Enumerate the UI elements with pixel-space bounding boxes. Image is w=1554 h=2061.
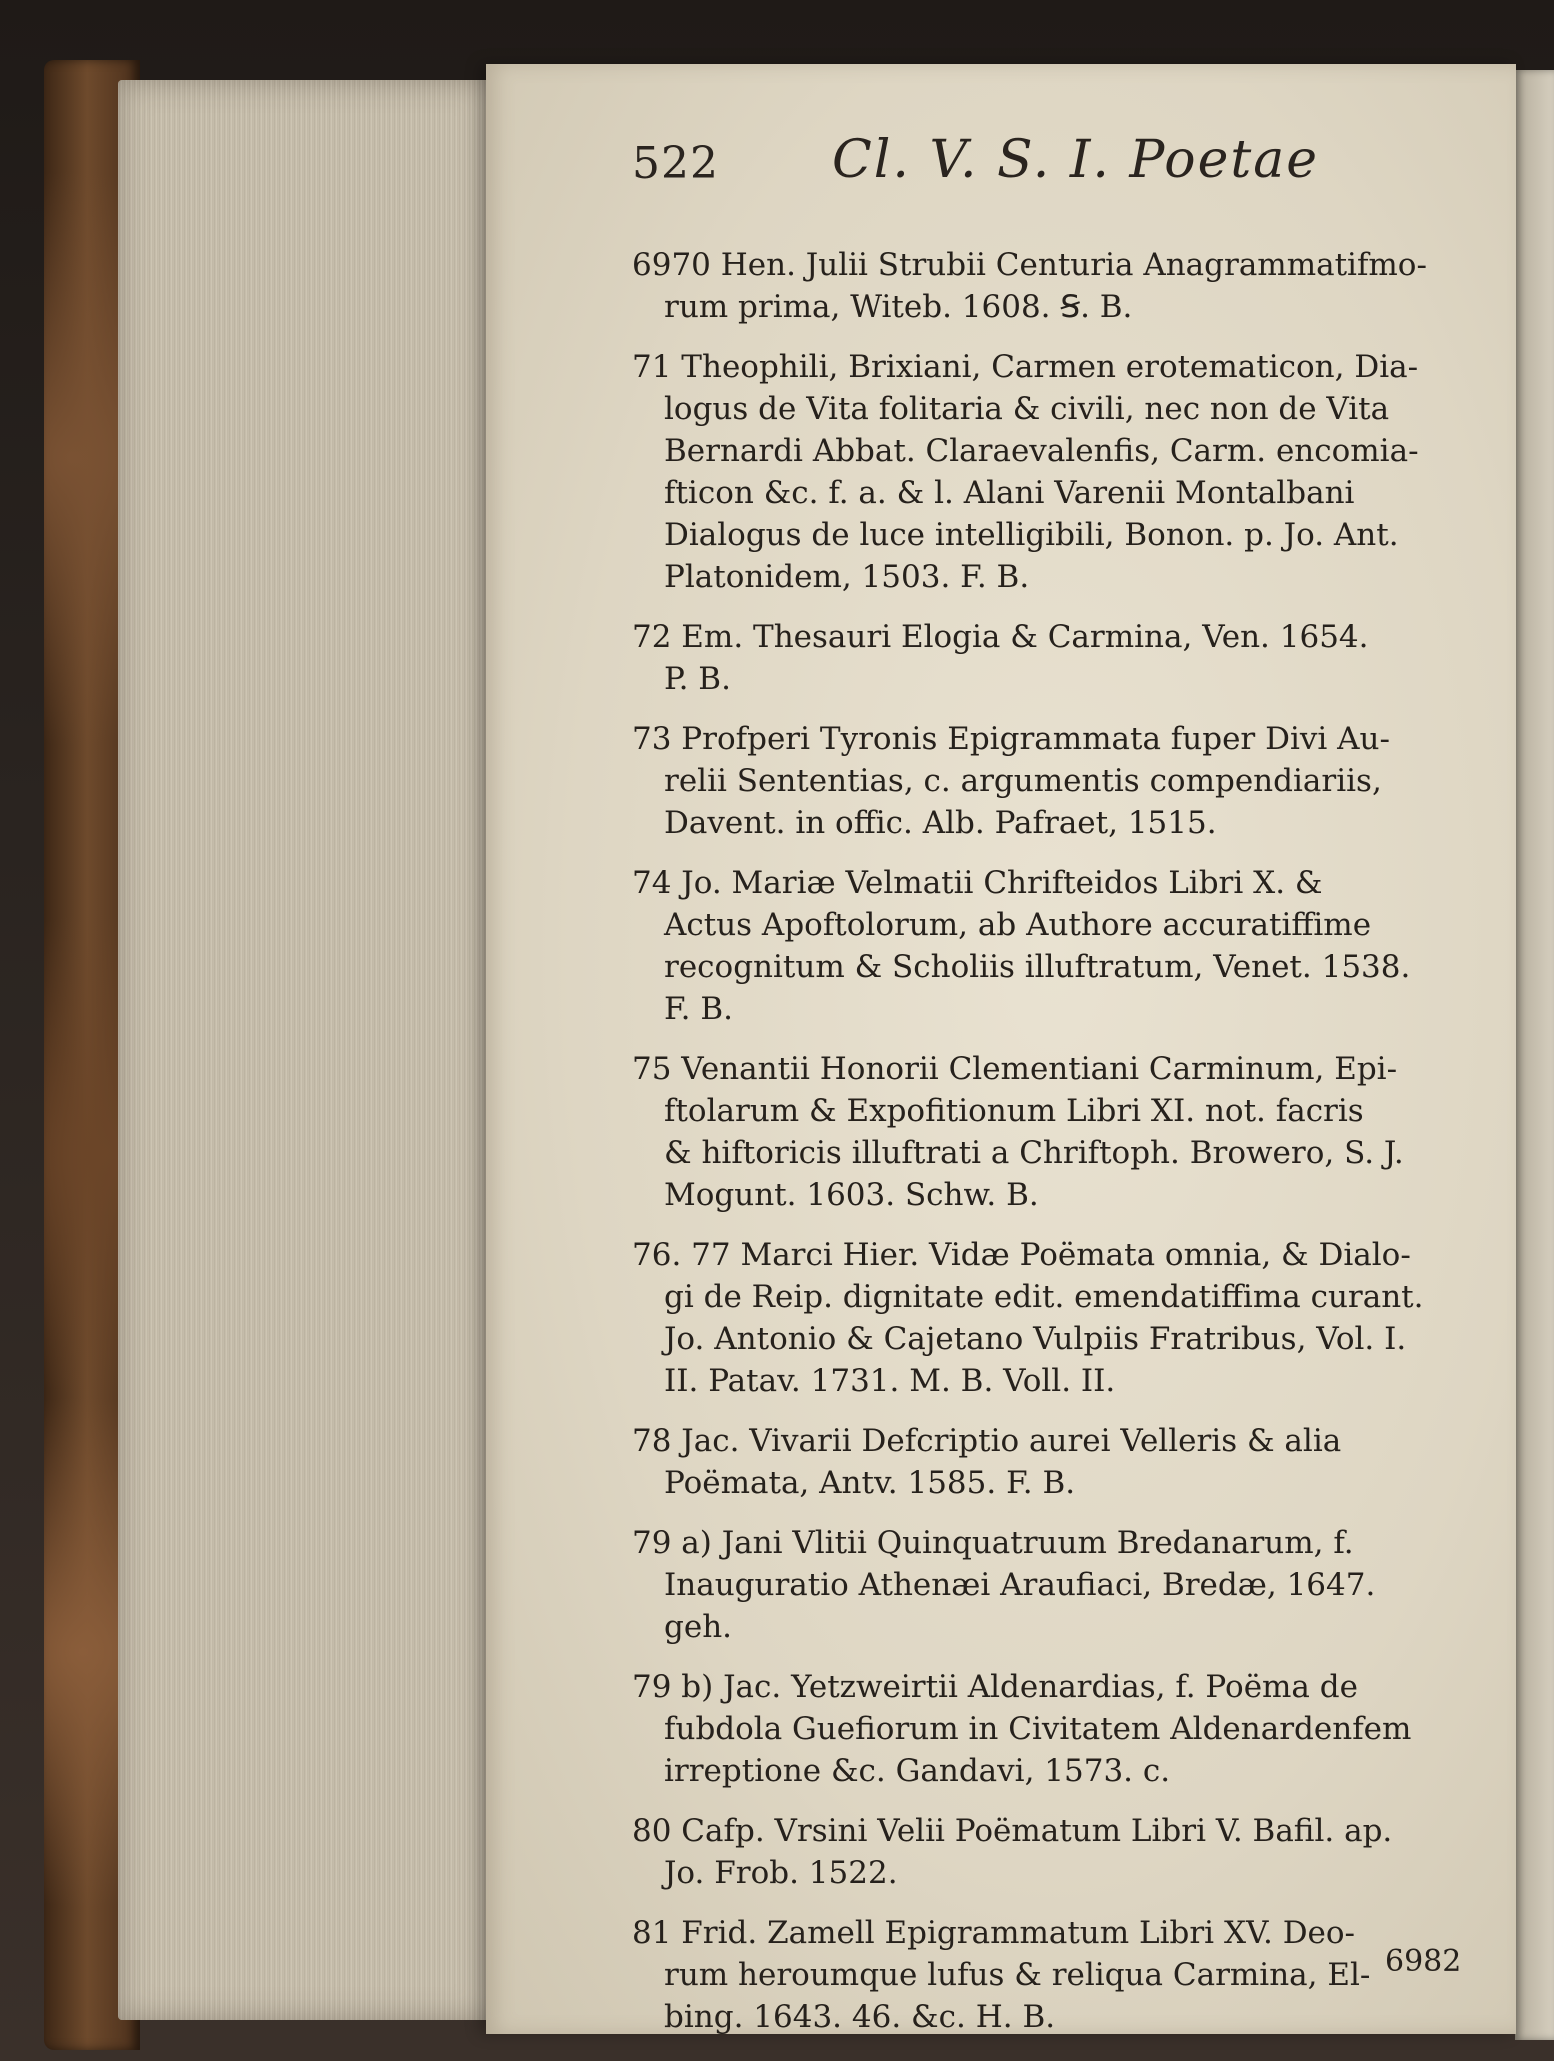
- entry-line: relii Sententias, c. argumentis compendiariis,: [664, 763, 1382, 799]
- catalog-entry: [632, 1912, 1484, 2038]
- catalog-entry: [632, 1420, 1484, 1504]
- page-number: 522: [632, 138, 719, 189]
- catalog-entry: [632, 1522, 1484, 1648]
- facing-page-edge: [1515, 70, 1554, 2040]
- entry-line: Jo. Frob. 1522.: [664, 1855, 898, 1891]
- running-head: Cl. V. S. I. Poetae: [832, 130, 1320, 190]
- entry-line: Inauguratio Athenæi Araufiaci, Bredæ, 1647.: [664, 1567, 1376, 1603]
- entry-line: 79 b) Jac. Yetzweirtii Aldenardias, f. Poëma de: [632, 1669, 1358, 1705]
- page-header: [632, 130, 1452, 200]
- catalog-entry: [632, 862, 1484, 1030]
- entry-line: 76. 77 Marci Hier. Vidæ Poëmata omnia, & Dialo-: [632, 1237, 1411, 1273]
- entry-line: rum heroumque lufus & reliqua Carmina, El-: [664, 1957, 1371, 1993]
- entry-line: 6970 Hen. Julii Strubii Centuria Anagrammatifmo-: [632, 247, 1427, 283]
- entry-line: Bernardi Abbat. Claraevalenfis, Carm. encomia-: [664, 433, 1419, 469]
- entry-line: Actus Apoftolorum, ab Authore accuratiffime: [664, 907, 1372, 943]
- catalog-entry: [632, 244, 1484, 328]
- entry-line: Poëmata, Antv. 1585. F. B.: [664, 1465, 1076, 1501]
- entry-line: Mogunt. 1603. Schw. B.: [664, 1177, 1039, 1213]
- catalog-entry: [632, 346, 1484, 598]
- catchword: 6982: [1385, 1944, 1462, 1979]
- entry-line: & hiftoricis illuftrati a Chriftoph. Browero, S. J.: [664, 1135, 1404, 1171]
- entry-line: fubdola Guefiorum in Civitatem Aldenardenfem: [664, 1711, 1412, 1747]
- entry-line: geh.: [664, 1609, 733, 1645]
- catalog-entry: [632, 718, 1484, 844]
- catalog-entry: [632, 1234, 1484, 1402]
- entry-line: 81 Frid. Zamell Epigrammatum Libri XV. Deo-: [632, 1915, 1356, 1951]
- catalog-entry: [632, 1048, 1484, 1216]
- catalog-entry: [632, 1810, 1484, 1894]
- entry-line: 80 Cafp. Vrsini Velii Poëmatum Libri V. Bafil. ap.: [632, 1813, 1393, 1849]
- entry-line: P. B.: [664, 661, 731, 697]
- entry-line: Davent. in offic. Alb. Pafraet, 1515.: [664, 805, 1217, 841]
- entry-line: fticon &c. f. a. & l. Alani Varenii Montalbani: [664, 475, 1355, 511]
- catalog-entry: [632, 1666, 1484, 1792]
- entry-line: gi de Reip. dignitate edit. emendatiffima curant.: [664, 1279, 1424, 1315]
- entry-line: 74 Jo. Mariæ Velmatii Chrifteidos Libri X. &: [632, 865, 1323, 901]
- entry-line: rum prima, Witeb. 1608. Ꞩ. B.: [664, 289, 1133, 325]
- entry-line: logus de Vita folitaria & civili, nec non de Vita: [664, 391, 1390, 427]
- entry-line: II. Patav. 1731. M. B. Voll. II.: [664, 1363, 1116, 1399]
- entry-line: 72 Em. Thesauri Elogia & Carmina, Ven. 1654.: [632, 619, 1369, 655]
- entry-line: 79 a) Jani Vlitii Quinquatruum Bredanarum, f.: [632, 1525, 1354, 1561]
- entry-line: Jo. Antonio & Cajetano Vulpiis Fratribus, Vol. I.: [664, 1321, 1407, 1357]
- entry-line: bing. 1643. 46. &c. H. B.: [664, 1999, 1056, 2035]
- page-block-edges: [118, 80, 490, 2020]
- entry-line: 71 Theophili, Brixiani, Carmen erotematicon, Dia-: [632, 349, 1419, 385]
- entry-line: F. B.: [664, 991, 734, 1027]
- entry-line: 73 Profperi Tyronis Epigrammata fuper Divi Au-: [632, 721, 1390, 757]
- entry-line: ftolarum & Expofitionum Libri XI. not. facris: [664, 1093, 1364, 1129]
- entry-line: 78 Jac. Vivarii Defcriptio aurei Velleris & alia: [632, 1423, 1342, 1459]
- entry-line: 75 Venantii Honorii Clementiani Carminum, Epi-: [632, 1051, 1398, 1087]
- catalog-entries: [632, 244, 1484, 2056]
- entry-line: Platonidem, 1503. F. B.: [664, 559, 1030, 595]
- entry-line: Dialogus de luce intelligibili, Bonon. p. Jo. Ant.: [664, 517, 1399, 553]
- catalog-entry: [632, 616, 1484, 700]
- entry-line: recognitum & Scholiis illuftratum, Venet. 1538.: [664, 949, 1411, 985]
- entry-line: irreptione &c. Gandavi, 1573. c.: [664, 1753, 1171, 1789]
